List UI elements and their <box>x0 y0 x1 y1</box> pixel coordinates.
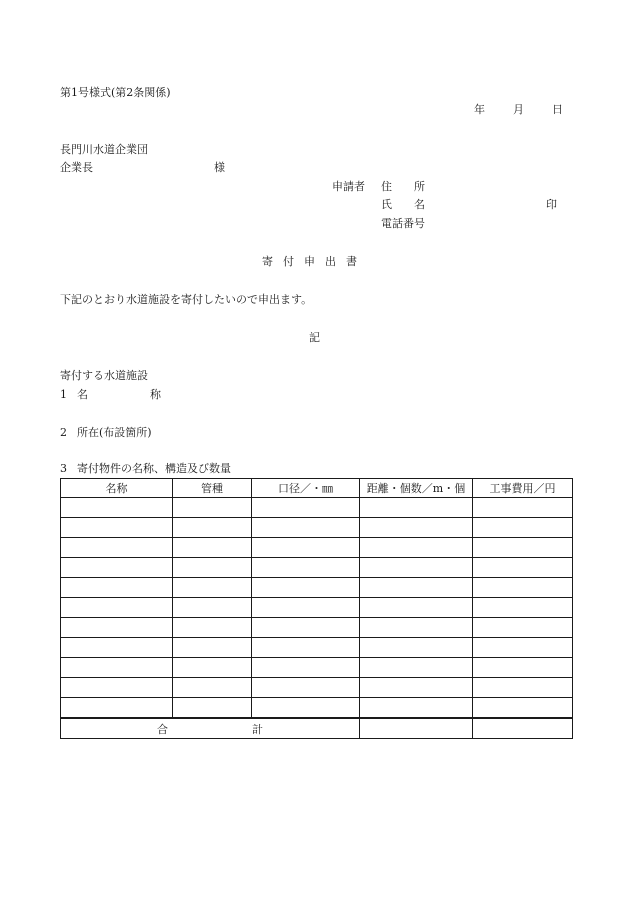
table-row <box>61 578 573 598</box>
table-row <box>61 498 573 518</box>
item-3-number: 3 <box>60 462 67 475</box>
table-row <box>61 618 573 638</box>
title-char-3: 申 <box>304 255 315 268</box>
table-cell <box>360 638 473 658</box>
table-cell <box>473 498 573 518</box>
table-cell <box>173 538 252 558</box>
address-char-2: 所 <box>414 180 425 193</box>
table-cell <box>252 598 360 618</box>
table-cell <box>360 618 473 638</box>
table-cell <box>473 638 573 658</box>
table-total-row <box>61 718 573 739</box>
header-name: 名称 <box>61 479 173 498</box>
table-row <box>61 678 573 698</box>
table-cell <box>61 558 173 578</box>
table-cell <box>173 558 252 578</box>
table-row <box>61 598 573 618</box>
table-cell <box>252 538 360 558</box>
header-diameter: 口径／・㎜ <box>252 479 360 498</box>
addressee-honorific: 様 <box>214 161 225 174</box>
table-cell <box>252 558 360 578</box>
item-2-number: 2 <box>60 426 67 439</box>
date-day: 日 <box>552 103 563 116</box>
table-cell <box>360 598 473 618</box>
applicant-name-label <box>381 198 425 212</box>
table-cell <box>173 678 252 698</box>
table-cell <box>61 498 173 518</box>
item-2 <box>60 426 152 440</box>
table-cell <box>252 698 360 719</box>
applicant-label: 申請者 <box>332 180 365 193</box>
table-cell <box>360 678 473 698</box>
table-cell <box>173 598 252 618</box>
table-cell <box>252 678 360 698</box>
table-cell <box>173 698 252 719</box>
table-cell <box>173 638 252 658</box>
table-cell <box>473 578 573 598</box>
title-char-4: 出 <box>325 255 336 268</box>
table-cell <box>61 578 173 598</box>
table-cell <box>473 598 573 618</box>
table-cell <box>173 518 252 538</box>
table-cell <box>252 518 360 538</box>
table-cell <box>360 498 473 518</box>
name-char-2: 名 <box>414 198 425 211</box>
table-cell <box>360 698 473 719</box>
date-line <box>474 103 563 117</box>
table-cell <box>360 558 473 578</box>
table-cell <box>473 658 573 678</box>
table-cell <box>61 658 173 678</box>
table-row <box>61 538 573 558</box>
table-row <box>61 698 573 719</box>
table-cell <box>61 598 173 618</box>
table-row <box>61 558 573 578</box>
intro-text: 下記のとおり水道施設を寄付したいので申出ます。 <box>60 293 313 306</box>
address-char-1: 住 <box>381 180 392 193</box>
date-month: 月 <box>513 103 524 116</box>
applicant-phone-label: 電話番号 <box>381 217 425 230</box>
total-cost-cell <box>473 718 573 739</box>
total-char-2: 計 <box>252 722 263 736</box>
table-cell <box>473 518 573 538</box>
ki-heading: 記 <box>309 331 320 344</box>
table-cell <box>360 518 473 538</box>
table-cell <box>61 518 173 538</box>
header-distance-count: 距離・個数／m・個 <box>360 479 473 498</box>
table-row <box>61 638 573 658</box>
addressee-organization: 長門川水道企業団 <box>60 143 148 156</box>
table-cell <box>473 558 573 578</box>
table-cell <box>173 498 252 518</box>
table-cell <box>173 618 252 638</box>
table-cell <box>252 498 360 518</box>
applicant-address-label <box>381 180 425 194</box>
form-number: 第1号様式(第2条関係) <box>60 86 171 99</box>
table-cell <box>61 618 173 638</box>
title-char-1: 寄 <box>262 255 273 268</box>
title-char-5: 書 <box>346 255 357 268</box>
table-cell <box>173 578 252 598</box>
table-cell <box>360 538 473 558</box>
total-spacer-cell <box>360 718 473 739</box>
table-cell <box>61 538 173 558</box>
item-3 <box>60 462 231 476</box>
table-row <box>61 658 573 678</box>
header-pipe-type: 管種 <box>173 479 252 498</box>
header-construction-cost: 工事費用／円 <box>473 479 573 498</box>
table-cell <box>252 578 360 598</box>
name-char-1: 氏 <box>381 198 392 211</box>
donation-items-table <box>60 478 573 739</box>
item-2-label: 所在(布設箇所) <box>77 426 152 439</box>
item-1-char-1: 名 <box>77 388 88 401</box>
table-cell <box>360 658 473 678</box>
seal-mark: 印 <box>546 198 557 211</box>
item-1-number: 1 <box>60 388 67 401</box>
document-title <box>262 255 357 269</box>
table-cell <box>473 698 573 719</box>
table-cell <box>473 538 573 558</box>
table-cell <box>252 618 360 638</box>
table-cell <box>61 678 173 698</box>
table-cell <box>473 618 573 638</box>
table-cell <box>61 698 173 719</box>
item-1-char-2: 称 <box>150 388 161 401</box>
date-year: 年 <box>474 103 485 116</box>
table-header-row <box>61 479 573 498</box>
total-char-1: 合 <box>157 722 168 736</box>
table-cell <box>360 578 473 598</box>
table-row <box>61 518 573 538</box>
section-heading: 寄付する水道施設 <box>60 369 148 382</box>
table-cell <box>252 638 360 658</box>
table-cell <box>61 638 173 658</box>
table-cell <box>473 678 573 698</box>
table-cell <box>173 658 252 678</box>
item-3-label: 寄付物件の名称、構造及び数量 <box>77 462 231 475</box>
table-cell <box>252 658 360 678</box>
table-body <box>61 498 573 739</box>
total-label-cell <box>61 718 360 739</box>
item-1 <box>60 388 161 402</box>
addressee-title: 企業長 <box>60 161 93 174</box>
title-char-2: 付 <box>283 255 294 268</box>
